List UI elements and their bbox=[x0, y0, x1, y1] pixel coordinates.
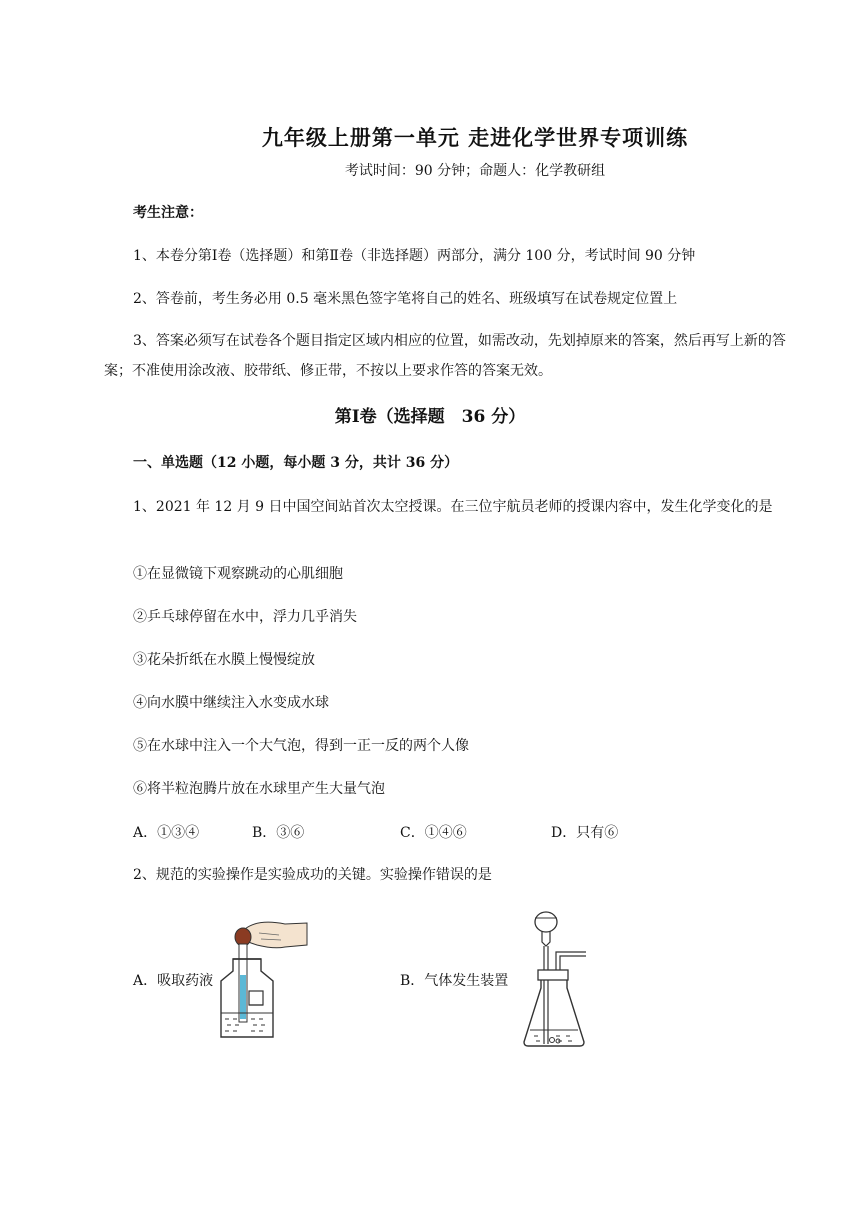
statement-1: ①在显微镜下观察跳动的心肌细胞 bbox=[133, 566, 343, 582]
statement-4: ④向水膜中继续注入水变成水球 bbox=[133, 695, 329, 711]
dropper-bottle-figure bbox=[215, 915, 315, 1043]
page-title: 九年级上册第一单元 走进化学世界专项训练 bbox=[261, 125, 689, 150]
question-2-stem: 2、规范的实验操作是实验成功的关键。实验操作错误的是 bbox=[133, 867, 492, 883]
part-heading: 一、单选题（12 小题，每小题 3 分，共计 36 分） bbox=[133, 455, 459, 471]
statement-6: ⑥将半粒泡腾片放在水球里产生大量气泡 bbox=[133, 781, 385, 797]
notice-heading: 考生注意： bbox=[133, 205, 203, 221]
statement-2: ②乒乓球停留在水中，浮力几乎消失 bbox=[133, 609, 357, 625]
exam-info: 考试时间：90 分钟；命题人：化学教研组 bbox=[344, 163, 606, 179]
notice-item-3-text: 3、答案必须写在试卷各个题目指定区域内相应的位置，如需改动，先划掉原来的答案，然后再写上新的答案；不准使用涂改液、胶带纸、修正带，不按以上要求作答的答案无效。 bbox=[104, 333, 786, 379]
q1-option-c[interactable]: C．①④⑥ bbox=[400, 825, 467, 841]
q1-option-a[interactable]: A．①③④ bbox=[133, 825, 200, 841]
notice-item-2: 2、答卷前，考生务必用 0.5 毫米黑色签字笔将自己的姓名、班级填写在试卷规定位置上 bbox=[133, 291, 678, 307]
question-1-stem-text: 1、2021 年 12 月 9 日中国空间站首次太空授课。在三位宇航员老师的授课内容中，发生化学变化的是 bbox=[133, 499, 773, 515]
question-1-stem bbox=[104, 492, 804, 522]
notice-item-1: 1、本卷分第Ⅰ卷（选择题）和第Ⅱ卷（非选择题）两部分，满分 100 分，考试时间 90 分钟 bbox=[133, 248, 696, 264]
statement-3: ③花朵折纸在水膜上慢慢绽放 bbox=[133, 652, 315, 668]
q2-option-b[interactable]: B．气体发生装置 bbox=[400, 973, 509, 989]
q1-option-d[interactable]: D．只有⑥ bbox=[551, 825, 619, 841]
notice-item-3 bbox=[104, 326, 804, 386]
section-title: 第Ⅰ卷（选择题 36 分） bbox=[334, 407, 526, 427]
q2-option-a[interactable]: A．吸取药液 bbox=[133, 973, 214, 989]
gas-apparatus-figure bbox=[522, 908, 602, 1050]
statement-5: ⑤在水球中注入一个大气泡，得到一正一反的两个人像 bbox=[133, 738, 469, 754]
q1-option-b[interactable]: B．③⑥ bbox=[252, 825, 305, 841]
